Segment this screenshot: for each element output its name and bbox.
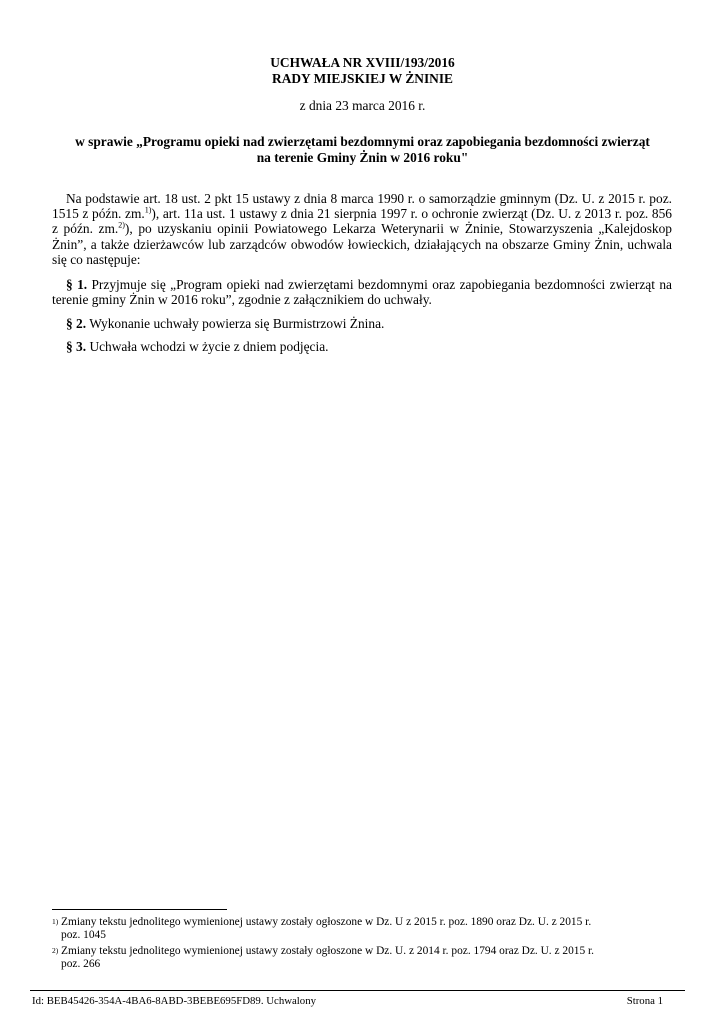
footnote-ref-1: 1) <box>144 205 152 215</box>
section-1-text: Przyjmuje się „Program opieki nad zwierzętami bezdomnymi oraz zapobiegania bezdomności zwierząt na terenie gminy Żnin w 2016 roku”, zgodnie z załącznikiem do uchwały. <box>52 277 672 308</box>
footnote-2-continuation: poz. 266 <box>61 958 101 970</box>
section-1-mark: § 1. <box>66 277 88 292</box>
footnote-1-text: Zmiany tekstu jednolitego wymienionej ustawy zostały ogłoszone w Dz. U z 2015 r. poz. 1890 oraz Dz. U. z 2015 r. <box>61 916 592 928</box>
section-2-text: Wykonanie uchwały powierza się Burmistrzowi Żnina. <box>86 316 385 331</box>
subject-line-1: w sprawie „Programu opieki nad zwierzętami bezdomnymi oraz zapobiegania bezdomności zwierząt <box>75 134 650 149</box>
council-name: RADY MIEJSKIEJ W ŻNINIE <box>272 71 453 86</box>
preamble <box>52 191 672 267</box>
section-3 <box>52 339 672 354</box>
footnote-ref-2: 2) <box>118 220 125 230</box>
section-2-mark: § 2. <box>66 316 87 331</box>
section-3-text: Uchwała wchodzi w życie z dniem podjęcia. <box>86 339 329 354</box>
page-number: Strona 1 <box>626 995 663 1007</box>
document-id: Id: BEB45426-354A-4BA6-8ABD-3BEBE695FD89. Uchwalony <box>32 995 317 1007</box>
preamble-text-3: ), po uzyskaniu opinii Powiatowego Lekarza Weterynarii w Żninie, Stowarzyszenia „Kalejdoskop Żnin”, a także dzierżawców lub zarządców obwodów łowieckich, działających na obszarze Gminy Żnin, uchwala się co następuje: <box>52 221 672 267</box>
resolution-date: z dnia 23 marca 2016 r. <box>299 98 426 113</box>
footnote-1 <box>52 916 672 942</box>
footnote-divider <box>52 909 227 910</box>
section-1 <box>52 277 672 307</box>
subject-line-2: na terenie Gminy Żnin w 2016 roku" <box>256 150 469 165</box>
footnote-2-number: 2) <box>52 946 59 955</box>
section-3-mark: § 3. <box>66 339 87 354</box>
footnote-2-text: Zmiany tekstu jednolitego wymienionej ustawy zostały ogłoszone w Dz. U. z 2014 r. poz. 1794 oraz Dz. U. z 2015 r. <box>61 945 595 957</box>
preamble-text-1: Na podstawie art. 18 ust. 2 pkt 15 ustawy z dnia 8 marca 1990 r. o samorządzie gminnym (Dz. U. z 2015 r. poz. 1515 z późn. zm. <box>52 191 672 222</box>
footer-divider <box>30 990 685 991</box>
section-2 <box>52 316 672 331</box>
resolution-title: UCHWAŁA NR XVIII/193/2016 <box>270 55 455 70</box>
resolution-subject <box>40 134 685 166</box>
preamble-text-2: ), art. 11a ust. 1 ustawy z dnia 21 sierpnia 1997 r. o ochronie zwierząt (Dz. U. z 2013 r. poz. 856 z późn. zm. <box>52 206 672 237</box>
footnote-1-continuation: poz. 1045 <box>61 929 106 941</box>
footnote-1-number: 1) <box>52 917 59 926</box>
footnote-2 <box>52 945 672 971</box>
